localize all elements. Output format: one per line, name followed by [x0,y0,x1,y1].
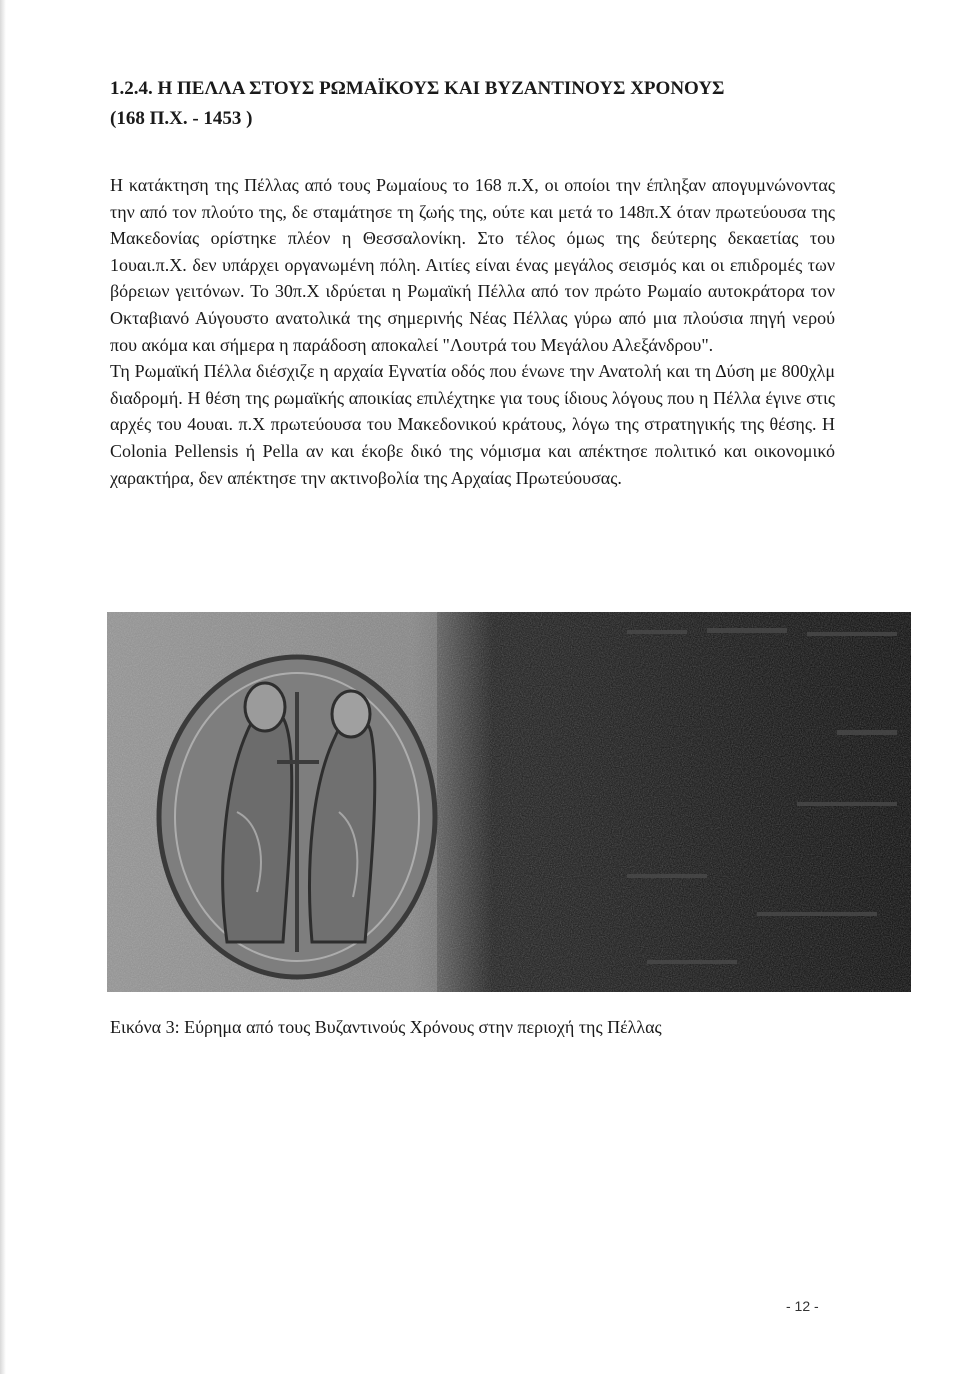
figure-caption: Εικόνα 3: Εύρημα από τους Βυζαντινούς Χρόνους στην περιοχή της Πέλλας [110,1017,662,1037]
paragraph-2: Τη Ρωμαϊκή Πέλλα διέσχιζε η αρχαία Εγνατία οδός που ένωνε την Ανατολή και τη Δύση με 800χλμ διαδρομή. Η θέση της ρωμαϊκής αποικίας επιλέχτηκε για τους ίδιους λόγους που η Πέλλα έγινε στις αρχές του 4ουαι. π.Χ πρωτεύουσα του Μακεδονικού κράτους, λόγω της στρατηγικής της θέσης. Η Colonia Pellensis ή Pella αν και έκοβε δικό της νόμισμα και απέκτησε πολιτικό και οικονομικό χαρακτήρα, δεν απέκτησε την ακτινοβολία της Αρχαίας Πρωτεύουσας. [110,361,835,488]
body-text [110,172,835,491]
figure-image [107,612,911,992]
section-heading [110,74,850,134]
scan-edge-shadow [0,0,6,1374]
section-heading-title: 1.2.4. Η ΠΕΛΛΑ ΣΤΟΥΣ ΡΩΜΑΪΚΟΥΣ ΚΑΙ ΒΥΖΑΝΤΙΝΟΥΣ ΧΡΟΝΟΥΣ [110,78,725,99]
byzantine-artifact-image [107,612,911,992]
page-number: - 12 - [786,1298,819,1314]
paragraph-1: Η κατάκτηση της Πέλλας από τους Ρωμαίους το 168 π.Χ, οι οποίοι την έπληξαν απογυμνώνοντας την από τον πλούτο της, δε σταμάτησε τη ζωής της, ούτε και μετά το 148π.Χ όταν πρωτεύουσα της Μακεδονίας ορίστηκε πλέον η Θεσσαλονίκη. Στο τέλος όμως της δεύτερης δεκαετίας του 1ουαι.π.Χ. δεν υπάρχει οργανωμένη πόλη. Αιτίες είναι ένας μεγάλος σεισμός και οι επιδρομές των βόρειων γειτόνων. Το 30π.Χ ιδρύεται η Ρωμαϊκή Πέλλα από τον πρώτο Ρωμαίο αυτοκράτορα τον Οκταβιανό Αύγουστο ανατολικά της σημερινής Νέας Πέλλας γύρω από μια πλούσια πηγή νερού που ακόμα και σήμερα η παράδοση αποκαλεί "Λουτρά του Μεγάλου Αλεξάνδρου". [110,175,835,355]
section-heading-dates: (168 Π.Χ. - 1453 ) [110,108,253,129]
